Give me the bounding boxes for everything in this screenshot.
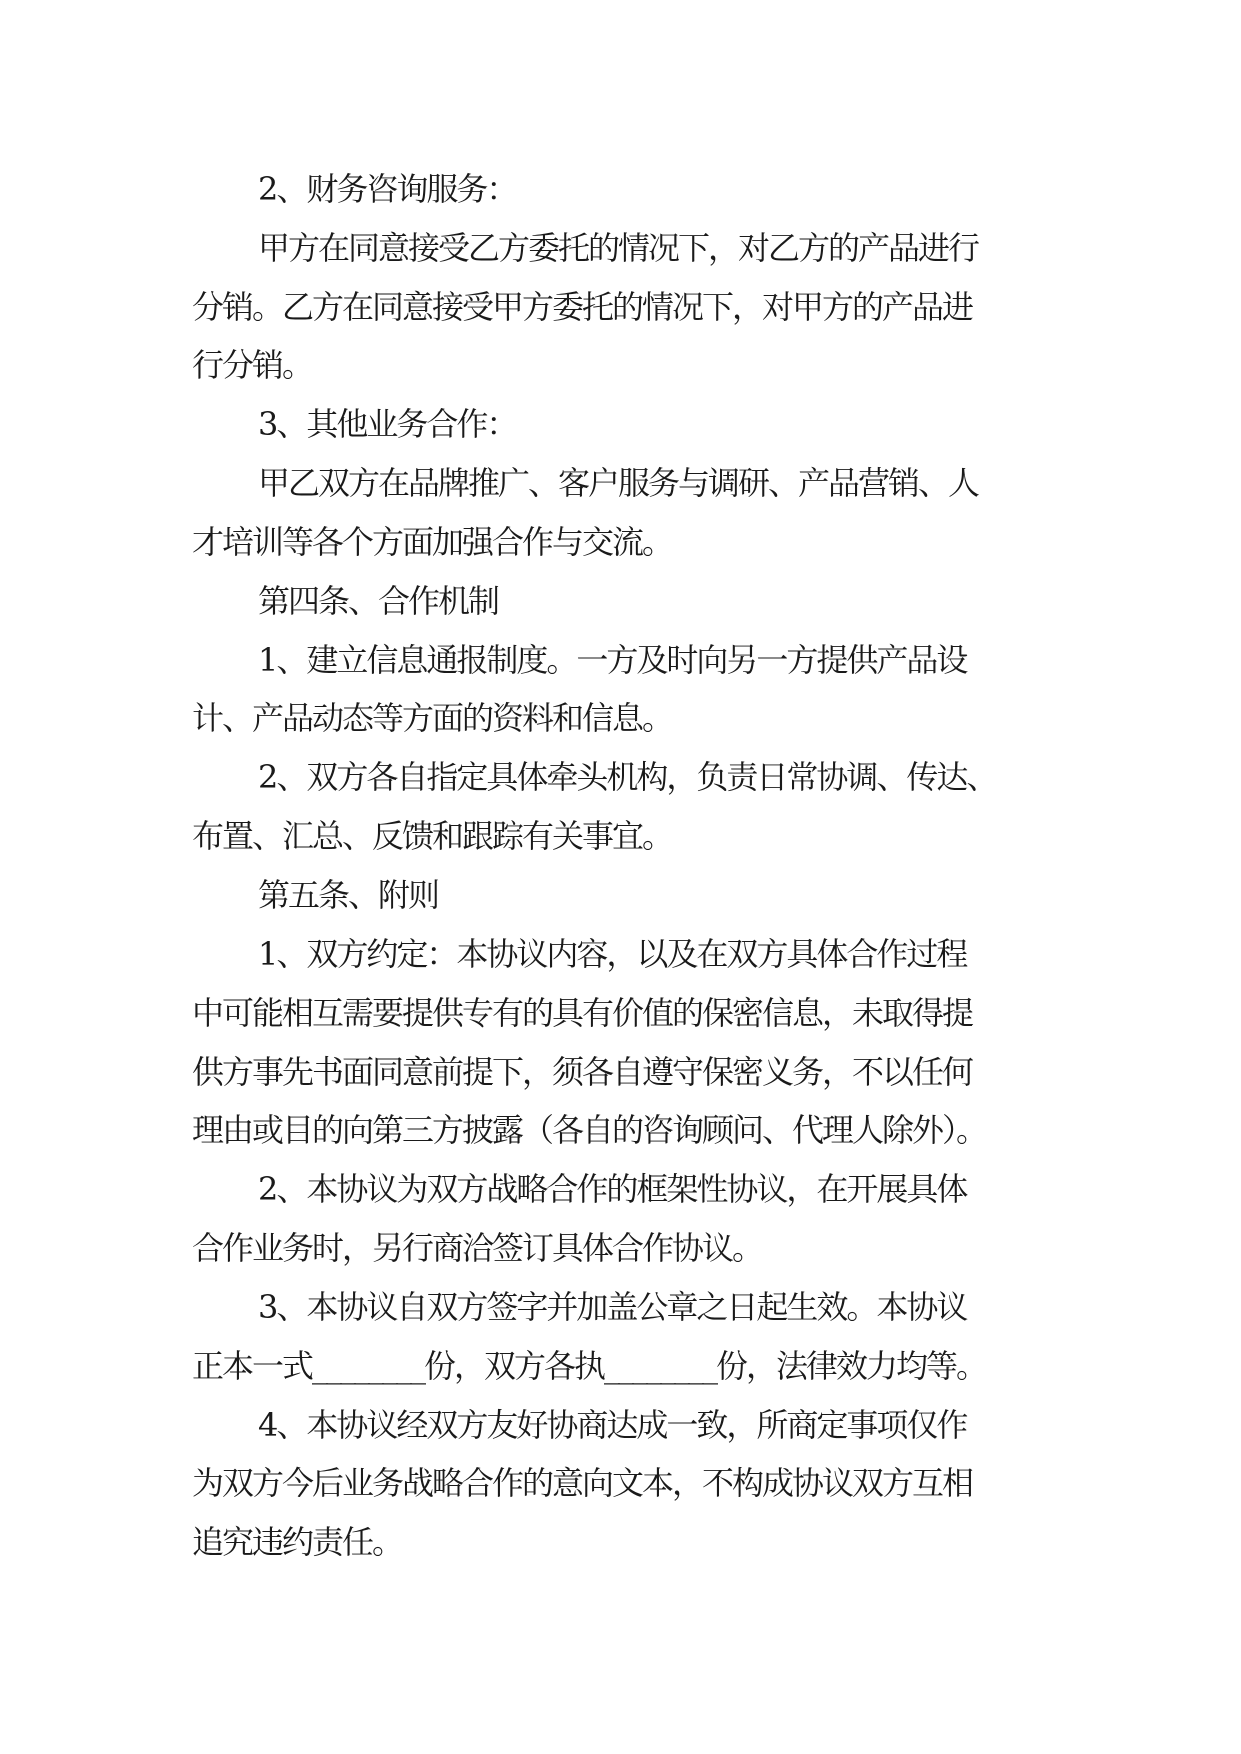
paragraph-line: 为双方今后业务战略合作的意向文本，不构成协议双方互相 — [192, 1464, 973, 1502]
paragraph-line: 计、产品动态等方面的资料和信息。 — [192, 699, 673, 737]
paragraph-line: 供方事先书面同意前提下，须各自遵守保密义务，不以任何 — [192, 1053, 973, 1091]
paragraph-line: 理由或目的向第三方披露（各自的咨询顾问、代理人除外）。 — [192, 1111, 987, 1149]
paragraph-line: 追究违约责任。 — [192, 1523, 403, 1561]
paragraph-line: 1、双方约定：本协议内容，以及在双方具体合作过程 — [258, 935, 967, 973]
paragraph-line: 3、其他业务合作： — [258, 405, 517, 443]
paragraph-line: 2、双方各自指定具体牵头机构，负责日常协调、传达、 — [258, 758, 997, 796]
paragraph-line: 行分销。 — [192, 346, 313, 384]
paragraph-line: 分销。乙方在同意接受甲方委托的情况下，对甲方的产品进 — [192, 288, 973, 326]
paragraph-line: 甲方在同意接受乙方委托的情况下，对乙方的产品进行 — [258, 229, 979, 267]
paragraph-line: 1、建立信息通报制度。一方及时向另一方提供产品设 — [258, 641, 967, 679]
section-heading: 第五条、附则 — [258, 876, 439, 914]
paragraph-line: 甲乙双方在品牌推广、客户服务与调研、产品营销、人 — [258, 464, 979, 502]
section-heading: 第四条、合作机制 — [258, 582, 499, 620]
paragraph-line: 正本一式________份，双方各执________份，法律效力均等。 — [192, 1347, 987, 1385]
paragraph-line: 才培训等各个方面加强合作与交流。 — [192, 523, 673, 561]
paragraph-line: 合作业务时，另行商洽签订具体合作协议。 — [192, 1229, 763, 1267]
paragraph-line: 中可能相互需要提供专有的具有价值的保密信息，未取得提 — [192, 994, 973, 1032]
paragraph-line: 2、本协议为双方战略合作的框架性协议，在开展具体 — [258, 1170, 967, 1208]
paragraph-line: 4、本协议经双方友好协商达成一致，所商定事项仅作 — [258, 1406, 967, 1444]
paragraph-line: 布置、汇总、反馈和跟踪有关事宜。 — [192, 817, 673, 855]
paragraph-line: 3、本协议自双方签字并加盖公章之日起生效。本协议 — [258, 1288, 967, 1326]
paragraph-line: 2、财务咨询服务： — [258, 170, 517, 208]
